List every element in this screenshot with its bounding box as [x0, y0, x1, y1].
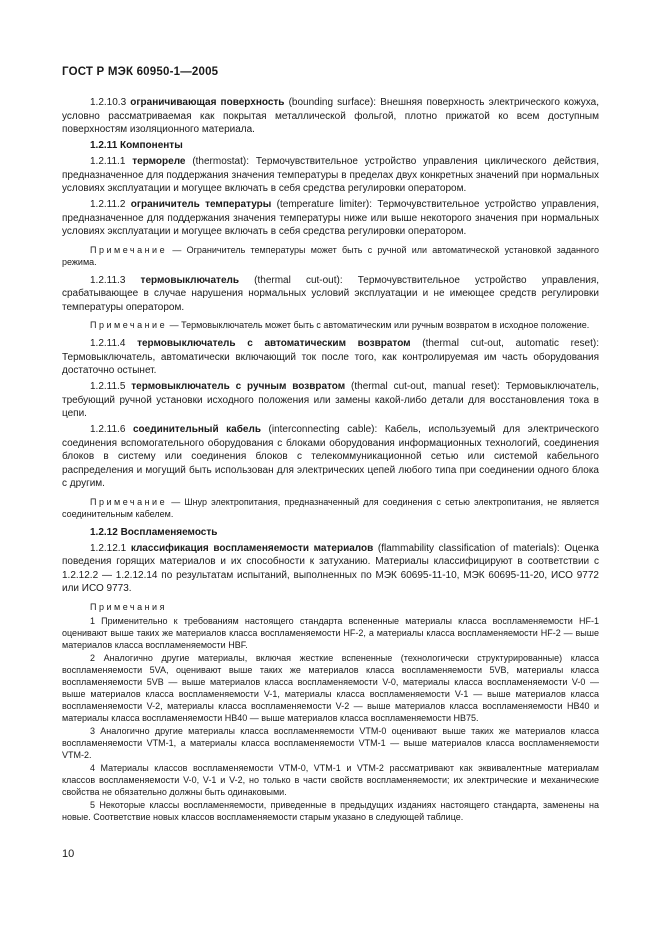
- clause-1-2-12-1: 1.2.12.1 классификация воспламеняемости материалов (flammability classification of materials): Оценка поведения горящих материалов и их способности к затуханию. Материалы классифицируют в соответствии с 1.2.12.2 — 1.2.12.14 по результатам испытаний, выполненных по МЭК 60695-11-10, МЭК 60695-11-20, ИСО 9772 или ИСО 9773.: [62, 542, 599, 594]
- term: соединительный кабель: [132, 424, 261, 435]
- note-item-1: 1 Применительно к требованиям настоящего стандарта вспененные материалы класса воспламеняемости HF-1 оценивают выше таких же материалов класса воспламеняемости HF-2, а материалы класса воспламеняемости HF-2 — выше материалов класса воспламеняемости HBF.: [62, 616, 599, 650]
- clause-1-2-11-1: 1.2.11.1 термореле (thermostat): Термочувствительное устройство управления циклического действия, предназначенное для поддержания значения температуры в пределах двух конкретных значений при нормальных условиях эксплуатации и могущее включать в себя средства регулировки оператором.: [62, 156, 599, 194]
- standard-header: ГОСТ Р МЭК 60950-1—2005: [62, 66, 219, 78]
- clause-1-2-11-6: 1.2.11.6 соединительный кабель (interconnecting cable): Кабель, используемый для электрического соединения вспомогательного оборудования с блоками оборудования информационных технологий, соединения блоков в систему или соединения блоков с телекоммуникационной сетью или системой кабельного распределения и могущий быть использован для электрических цепей любого типа при соединении одного блока с другим.: [62, 424, 599, 489]
- section-heading-1-2-11: 1.2.11 Компоненты: [90, 140, 183, 151]
- note-thermal-cutout: Примечание — Термовыключатель может быть с автоматическим или ручным возвратом в исходное положение.: [90, 320, 590, 330]
- section-heading-1-2-12: 1.2.12 Воспламеняемость: [90, 526, 218, 538]
- notes-heading: Примечания: [90, 601, 167, 612]
- page-number: 10: [62, 848, 75, 860]
- note-item-5: 5 Некоторые классы воспламеняемости, приведенные в предыдущих изданиях настоящего стандарта, заменены на новые. Соответствие новых классов воспламеняемости старым указано в следующей таблице.: [62, 800, 599, 822]
- note-label: Примечание: [90, 244, 168, 255]
- term: термовыключатель с автоматическим возвратом: [137, 338, 411, 349]
- note-temperature-limiter: Примечание — Ограничитель температуры может быть с ручной или автоматической установкой заданного режима.: [62, 244, 599, 267]
- note-label: Примечание: [90, 320, 168, 330]
- term: термореле: [132, 156, 186, 167]
- term: термовыключатель с ручным возвратом: [131, 381, 346, 392]
- clause-1-2-11-2: 1.2.11.2 ограничитель температуры (temperature limiter): Термочувствительное устройство управления, предназначенное для поддержания значения температуры ниже или выше некоторого значения при нормальных условиях эксплуатации и могущее включать в себя средства регулировки оператором.: [62, 199, 599, 237]
- note-item-4: 4 Материалы классов воспламеняемости VTM-0, VTM-1 и VTM-2 рассматривают как эквивалентные материалам классов воспламеняемости V-0, V-1 и V-2, но только в части свойств воспламеняемости; их электрические и механические свойства не обязательно должны быть одинаковыми.: [62, 763, 599, 797]
- clause-1-2-10-3: 1.2.10.3 ограничивающая поверхность (bounding surface): Внешняя поверхность электрического кожуха, условно рассматриваемая как покрытая металлической фольгой, плотно прижатой ко всем доступным поверхностям изоляционного материала.: [62, 97, 600, 135]
- clause-1-2-11-4: 1.2.11.4 термовыключатель с автоматическим возвратом (thermal cut-out, automatic reset): Термовыключатель, автоматически включающий ток после того, как контролируемая им часть оборудования достаточно остынет.: [62, 338, 599, 376]
- note-power-cord: Примечание — Шнур электропитания, предназначенный для соединения с сетью электропитания, не является соединительным кабелем.: [62, 496, 599, 519]
- note-item-2: 2 Аналогично другие материалы, включая жесткие вспененные (технологически структурированные) класса воспламеняемости 5VA, оценивают выше таких же материалов класса воспламеняемости 5VB, материалы класса воспламеняемости 5VB — выше материалов класса воспламеняемости V-0, материалы класса воспламеняемости V-0 — выше материалов класса воспламеняемости V-1, материалы класса воспламеняемости V-1 — выше материалов класса воспламеняемости V-2, материалы класса воспламеняемости V-2 — выше материалов класса воспламеняемости HB40 и материалы класса воспламеняемости HB40 — выше материалов класса воспламеняемости HB75.: [62, 653, 599, 723]
- term: ограничитель температуры: [130, 199, 272, 210]
- term: классификация воспламеняемости материалов: [130, 542, 374, 554]
- note-item-3: 3 Аналогично другие материалы класса воспламеняемости VTM-0 оценивают выше таких же материалов класса воспламеняемости VTM-1, а материалы класса воспламеняемости VTM-1 — выше материалов класса воспламеняемости VTM-2.: [62, 726, 599, 760]
- term: ограничивающая поверхность: [130, 97, 285, 108]
- page-content: [62, 96, 599, 824]
- note-label: Примечание: [90, 496, 168, 507]
- clause-1-2-11-3: 1.2.11.3 термовыключатель (thermal cut-out): Термочувствительное устройство управления, срабатывающее в случае нарушения нормальных условий эксплуатации и не имеющее средств регулировки температуры оператором.: [62, 274, 600, 313]
- clause-1-2-11-5: 1.2.11.5 термовыключатель с ручным возвратом (thermal cut-out, manual reset): Термовыключатель, требующий ручной установки исходного положения или замены какой-либо детали для восстановления тока в цепи.: [62, 381, 599, 419]
- term: термовыключатель: [140, 274, 240, 286]
